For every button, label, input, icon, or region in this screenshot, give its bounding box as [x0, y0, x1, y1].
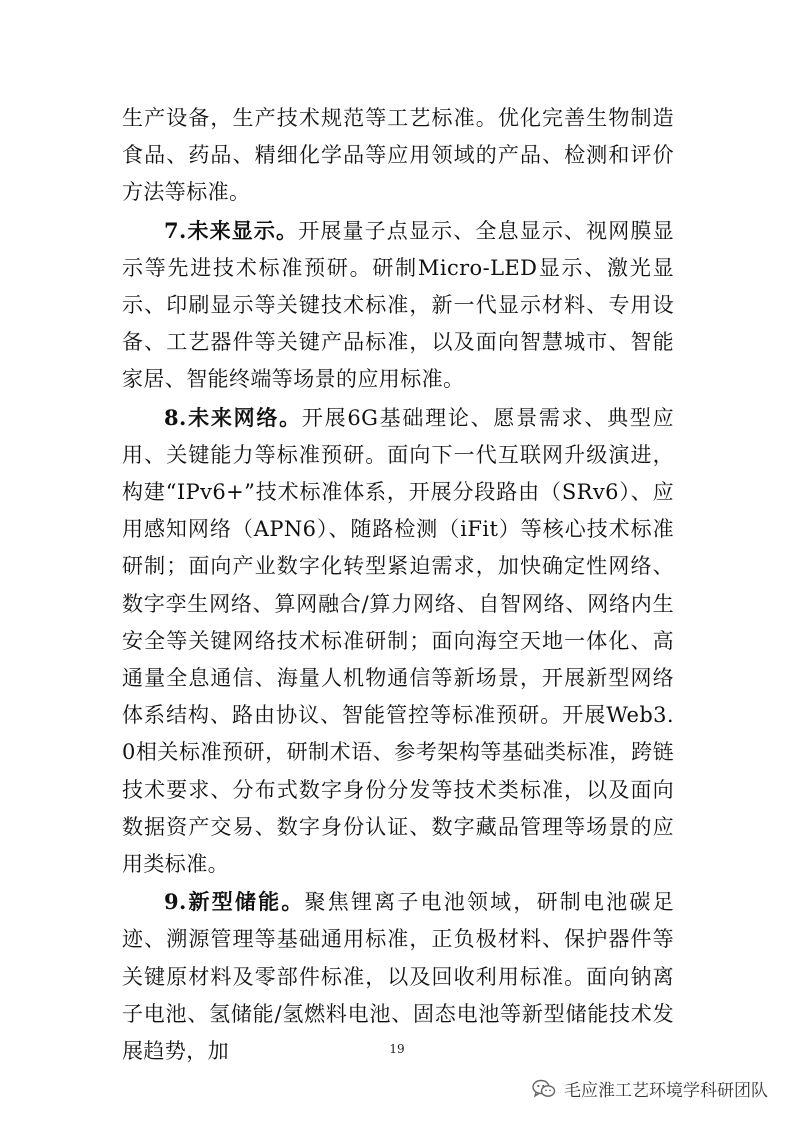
- paragraph-1: [122, 100, 674, 212]
- paragraph-display: [122, 212, 674, 399]
- page-number: 19: [389, 1042, 405, 1056]
- paragraph-network-text: 开展6G基础理论、愿景需求、典型应用、关键能力等标准预研。面向下一代互联网升级演进，构建“IPv6+”技术标准体系，开展分段路由（SRv6）、应用感知网络（APN6）、随路检测（iFit）等核心技术标准研制；面向产业数字化转型紧迫需求，加快确定性网络、数字孪生网络、算网融合/算力网络、自智网络、网络内生安全等关键网络技术标准研制；面向海空天地一体化、高通量全息通信、海量人机物通信等新场景，开展新型网络体系结构、路由协议、智能管控等标准预研。开展Web3.0相关标准预研，研制术语、参考架构等基础类标准，跨链技术要求、分布式数字身份分发等技术类标准，以及面向数据资产交易、数字身份认证、数字藏品管理等场景的应用类标准。: [122, 405, 674, 877]
- watermark: [532, 1076, 768, 1101]
- paragraph-display-text: 开展量子点显示、全息显示、视网膜显示等先进技术标准预研。研制Micro-LED显示、激光显示、印刷显示等关键技术标准，新一代显示材料、专用设备、工艺器件等关键产品标准，以及面向智慧城市、智能家居、智能终端等场景的应用标准。: [122, 218, 674, 392]
- section-heading-storage: 9.新型储能。: [164, 889, 305, 915]
- section-heading-display: 7.未来显示。: [164, 217, 299, 243]
- watermark-text: 毛应淮工艺环境学科研团队: [564, 1081, 768, 1101]
- paragraph-storage-text: 聚焦锂离子电池领域，研制电池碳足迹、溯源管理等基础通用标准，正负极材料、保护器件等关键原材料及零部件标准，以及回收利用标准。面向钠离子电池、氢储能/氢燃料电池、固态电池等新型储能技术发展趋势，加: [122, 890, 674, 1064]
- paragraph-network: [122, 399, 674, 884]
- wechat-icon: [532, 1079, 556, 1099]
- section-heading-network: 8.未来网络。: [164, 404, 302, 430]
- document-body: [122, 100, 674, 1070]
- paragraph-1-text: 生产设备，生产技术规范等工艺标准。优化完善生物制造食品、药品、精细化学品等应用领域的产品、检测和评价方法等标准。: [122, 106, 674, 205]
